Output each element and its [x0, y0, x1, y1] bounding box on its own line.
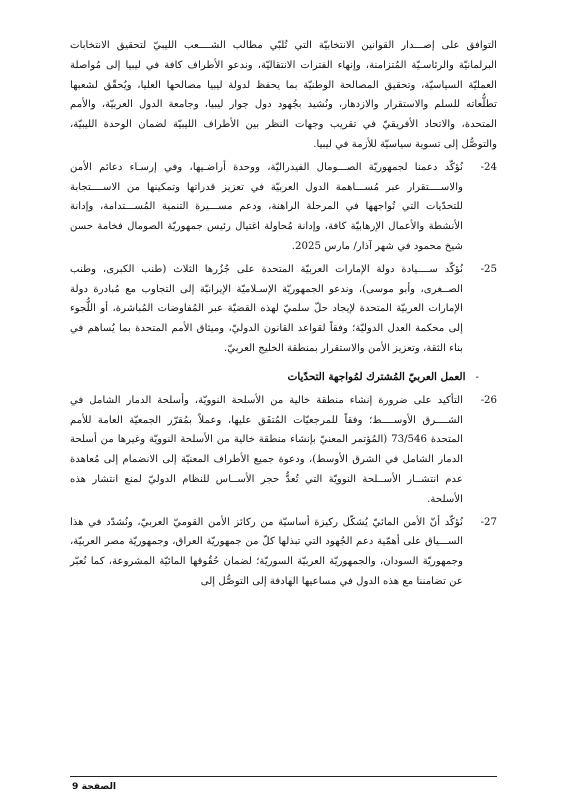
item-number: -27 — [480, 516, 497, 528]
list-item — [70, 391, 497, 510]
list-item — [70, 158, 497, 257]
list-item — [70, 513, 497, 592]
document-page — [70, 36, 497, 592]
section-dash: - — [475, 370, 479, 383]
list-item — [70, 260, 497, 359]
item-number: -24 — [480, 161, 497, 173]
page-number: الصفحة 9 — [72, 781, 117, 792]
section-heading-text: العمل العربيّ المُشترك لمُواجهة التحدّيات — [287, 370, 466, 383]
footer-divider — [70, 776, 497, 777]
intro-paragraph: التوافق على إصـــدار القوانين الانتخابيّة التي تُلبّي مطالب الشــــعب الليبيّ لتحقيق الانتخابات البرلمانيّة والرئاسـيّة المُتزامنة، وإنهاء الفترات الانتقاليّة، وندعو الأطراف كافة في ليبيا إلى مُواصلة العمليّة السياسيّة، وتحقيق المصالحة الوطنيّة بما يحفظ لدولة ليبيا مصالحها العليا، ويُحقّق لشعبها تطلُّعاته للسلم والاستقرار والازدهار، ونُشيد بجُهود دول جوار ليبيا، وجامعة الدول العربيّة، والأمم المتحدة، والاتحاد الأفريقيّ في تقريب وجهات النظر بين الأطراف الليبيّة لضمان الوحدة الليبيّة، والتوصُّل إلى تسوية سياسيّة للأزمة في ليبيا. — [70, 40, 497, 150]
item-text: نُؤكّد ســــيادة دولة الإمارات العربيّة المتحدة على جُزُرها الثلاث (طنب الكبرى، وطنب الصــغرى، وأبو موسى)، وندعو الجمهوريّة الإسـلاميّة الإيرانيّة إلى التجاوب مع مُبادرة دولة الإمارات العربيّة المتحدة لإيجاد حلّ سلميّ لهذه القضيّة عبر المُفاوضات المُباشرة، أو اللُّجوء إلى محكمة العدل الدوليّة؛ وفقاً لقواعد القانون الدوليّ، وميثاق الأمم المتحدة بما يُساهم في بناء الثقة، وتعزيز الأمن والاستقرار بمنطقة الخليج العربيّ. — [70, 263, 463, 354]
item-number: -25 — [480, 263, 497, 275]
section-heading — [70, 367, 497, 387]
item-text: نُؤكّد دعمنا لجمهوريّة الصـــومال الفيدراليّة، ووحدة أراضـيها، وفي إرسـاء دعائم الأمن والاســــتقرار عبر مُســـاهمة الدول العربيّة في تعزيز قدراتها وتمكينها من الاســــتجابة للتحدّيات التي تُواجهها في المرحلة الراهنة، ودعم مســـيرة التنمية المُســـتدامة، وإدانة الأنشطة والأعمال الإرهابيّة كافة، وإدانة مُحاولة اغتيال رئيس جمهوريّة الصومال فخامة حسن شيخ محمود في شهر آذار/ مارس 2025. — [70, 161, 463, 252]
item-text: التأكيد على ضرورة إنشاء منطقة خالية من الأسلحة النوويّة، وأسلحة الدمار الشامل في الشــــرق الأوســــط؛ وفقاً للمرجعيّات المُتفَق عليها، وعملاً بمُقرّر الجمعيّة العامة للأمم المتحدة 73/546 (المُؤتمر المعنيّ بإنشاء منطقة خالية من الأسلحة النوويّة وغيرها من أسلحة الدمار الشامل في الشرق الأوسط)، ودعوة جميع الأطراف المعنيّة إلى الانضمام إلى مُعاهدة عدم انتشــار الأســلحة النوويّة التي تُعدُّ حجر الأســاس للنظام الدوليّ لمنع انتشار هذه الأسلحة. — [70, 394, 463, 505]
item-number: -26 — [480, 394, 497, 406]
item-text: نُؤكّد أنّ الأمن المائيّ يُشكّل ركيزة أساسيّة من ركائز الأمن القوميّ العربيّ، ونُشدّد في هذا الســـياق على أهمّية دعم الجُهود التي تبذلها كلّ من جمهوريّة العراق، وجمهوريّة مصر العربيّة، وجمهوريّة السودان، والجمهوريّة العربيّة السوريّة؛ لضمان حُقُوقها المائيّة المشروعة، كما نُعبّر عن تضامننا مع هذه الدول في مساعيها الهادفة إلى التوصُّل إلى — [70, 516, 463, 587]
